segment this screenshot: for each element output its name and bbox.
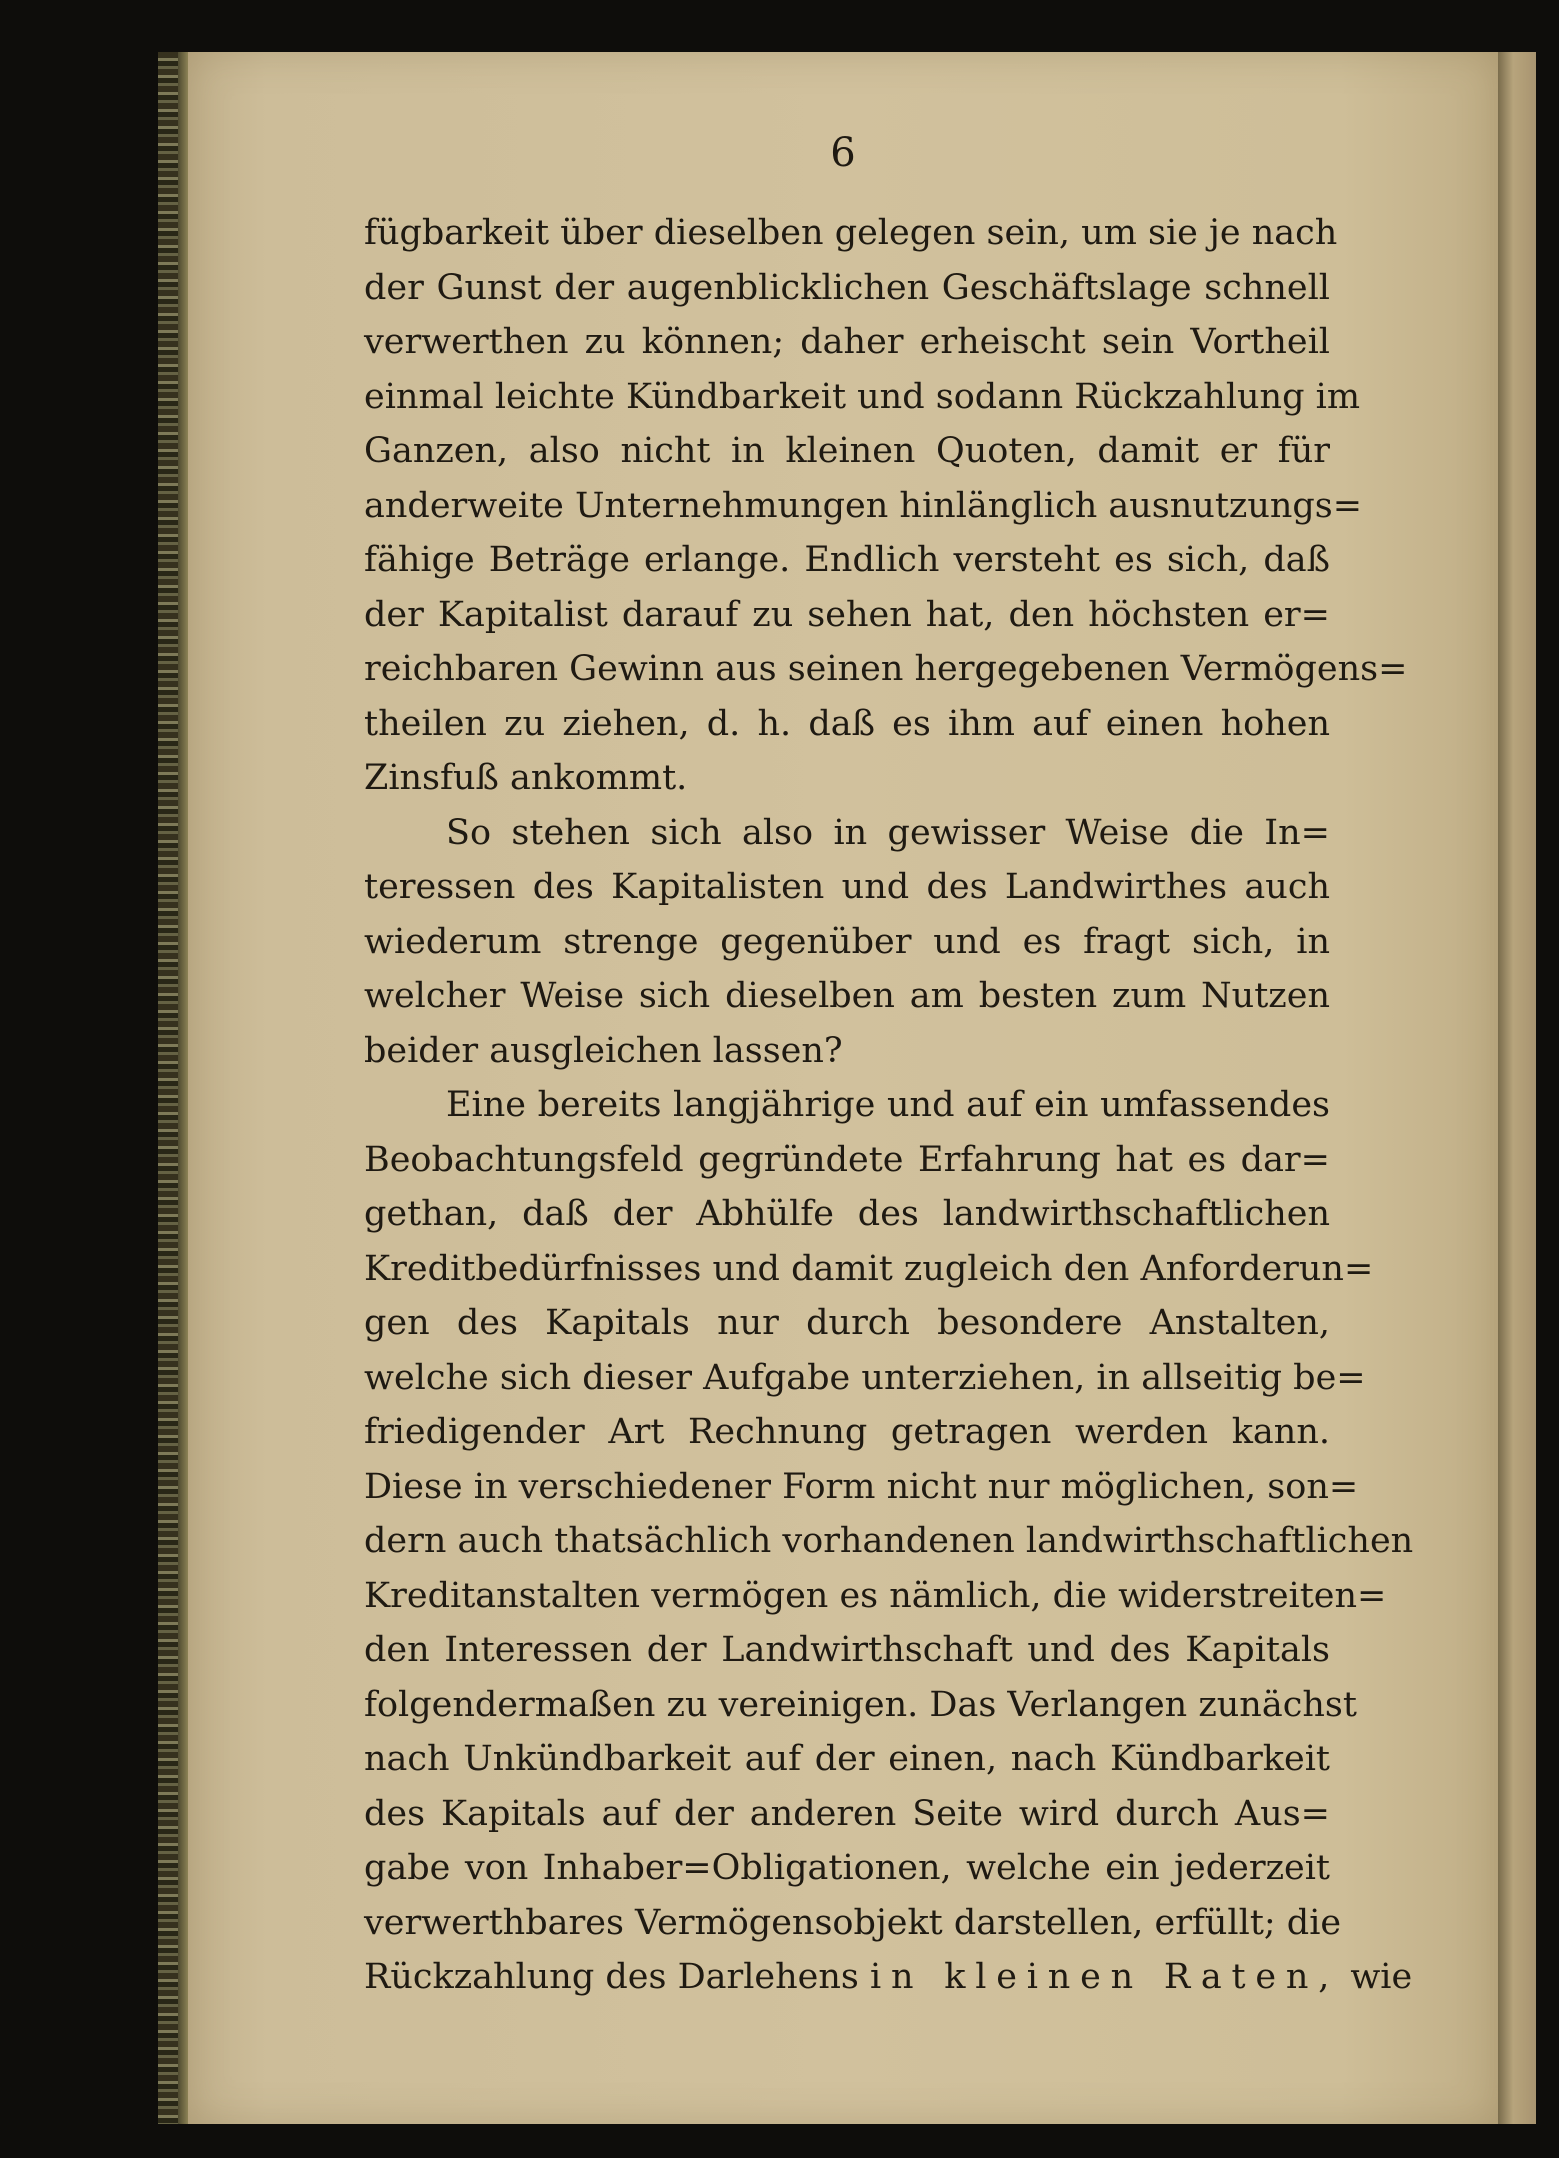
text-line: dern auch thatsächlich vorhandenen landwirthschaftlichen [364, 1521, 1414, 1561]
text-line: friedigender Art Rechnung getragen werden kann. [364, 1412, 1330, 1452]
page-number: 6 [830, 130, 856, 176]
text-line: Ganzen, also nicht in kleinen Quoten, damit er für [364, 431, 1330, 471]
paragraph-start-line: So stehen sich also in gewisser Weise die In= [446, 812, 1330, 853]
text-segment: Rückzahlung des Darlehens [364, 1957, 871, 1997]
text-line-last [364, 1950, 1413, 2005]
text-line: Kreditanstalten vermögen es nämlich, die widerstreiten= [364, 1575, 1387, 1616]
text-line: verwerthen zu können; daher erheischt sein Vortheil [364, 322, 1330, 362]
text-line: gethan, daß der Abhülfe des landwirthschaftlichen [364, 1194, 1330, 1234]
paragraph-end-line: beider ausgleichen lassen? [364, 1030, 843, 1071]
spaced-emphasis-text: in kleinen Raten, [870, 1957, 1340, 1997]
text-line: gen des Kapitals nur durch besondere Anstalten, [364, 1303, 1330, 1343]
text-line: verwerthbares Vermögensobjekt darstellen, erfüllt; die [364, 1902, 1342, 1943]
text-line: anderweite Unternehmungen hinlänglich ausnutzungs= [364, 485, 1363, 526]
text-line: welcher Weise sich dieselben am besten zum Nutzen [364, 976, 1330, 1016]
text-line: nach Unkündbarkeit auf der einen, nach Kündbarkeit [364, 1739, 1330, 1779]
book-page [188, 52, 1498, 2124]
text-line: gabe von Inhaber=Obligationen, welche ein jederzeit [364, 1848, 1330, 1888]
paragraph-start-line: Eine bereits langjährige und auf ein umfassendes [446, 1085, 1330, 1125]
text-line: Diese in verschiedener Form nicht nur möglichen, son= [364, 1466, 1359, 1507]
binding-edge [178, 52, 188, 2124]
facing-page-edge [1498, 52, 1536, 2124]
text-line: fügbarkeit über dieselben gelegen sein, um sie je nach [364, 213, 1338, 253]
paragraph-end-line: Zinsfuß ankommt. [364, 758, 688, 798]
text-line: Beobachtungsfeld gegründete Erfahrung hat es dar= [364, 1139, 1330, 1180]
text-line: theilen zu ziehen, d. h. daß es ihm auf einen hohen [364, 703, 1330, 744]
text-line: fähige Beträge erlange. Endlich versteht es sich, daß [364, 540, 1330, 580]
body-text [364, 206, 1414, 2005]
text-line: den Interessen der Landwirthschaft und des Kapitals [364, 1630, 1330, 1670]
text-line: teressen des Kapitalisten und des Landwirthes auch [364, 867, 1330, 907]
text-line: folgendermaßen zu vereinigen. Das Verlangen zunächst [364, 1684, 1357, 1725]
text-line: welche sich dieser Aufgabe unterziehen, in allseitig be= [364, 1357, 1366, 1398]
text-line: wiederum strenge gegenüber und es fragt sich, in [364, 921, 1330, 962]
text-line: einmal leichte Kündbarkeit und sodann Rückzahlung im [364, 376, 1361, 417]
text-segment: wie [1339, 1957, 1413, 1997]
text-line: Kreditbedürfnisses und damit zugleich den Anforderun= [364, 1248, 1374, 1289]
text-line: des Kapitals auf der anderen Seite wird durch Aus= [364, 1793, 1330, 1834]
text-line: der Kapitalist darauf zu sehen hat, den höchsten er= [364, 594, 1330, 635]
text-line: der Gunst der augenblicklichen Geschäftslage schnell [364, 267, 1330, 308]
text-line: reichbaren Gewinn aus seinen hergegebenen Vermögens= [364, 649, 1408, 689]
